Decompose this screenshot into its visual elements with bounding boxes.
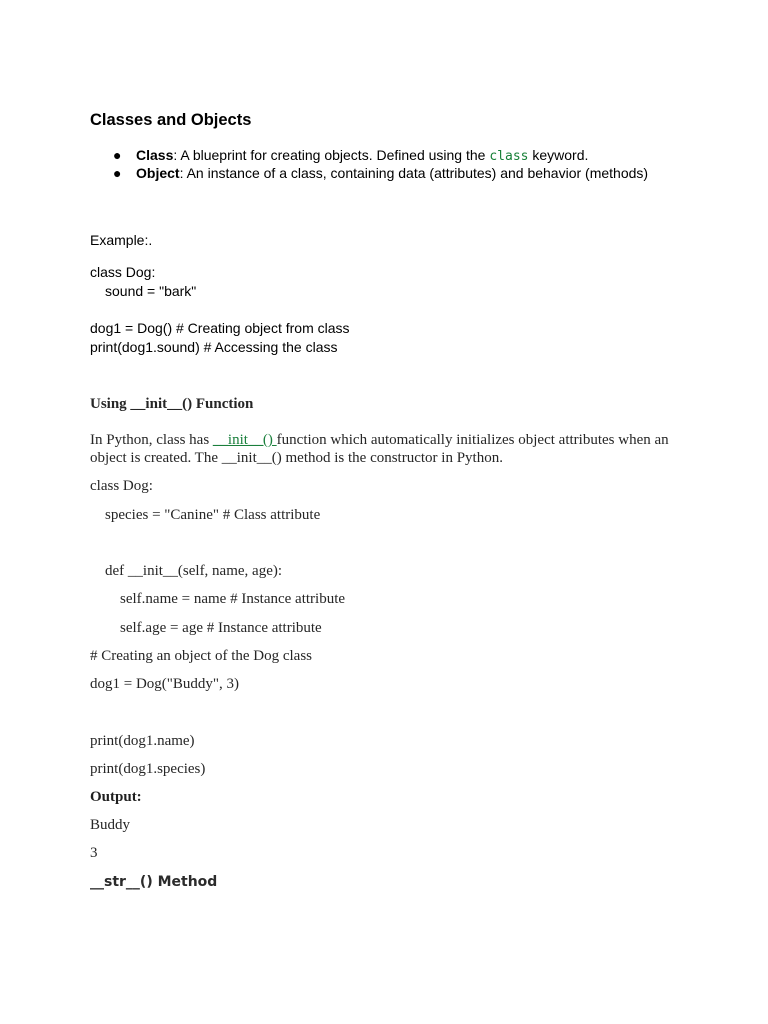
code-line: print(dog1.name) [90,733,195,749]
code-line: dog1 = Dog("Buddy", 3) [90,676,240,692]
example-label: Example:. [90,232,153,248]
paragraph-line: In Python, class has __init__() function which automatically initializes object attributes when an [90,432,669,448]
definition-text: : An instance of a class, containing data (attributes) and behavior (methods) [179,165,649,181]
code-line: class Dog: [90,264,156,280]
code-line: class Dog: [90,478,153,494]
term: Class [136,147,174,163]
definition-list [90,147,690,183]
section-heading: __str__() Method [90,874,218,890]
bullet-icon: ● [113,147,122,163]
paragraph-line: object is created. The __init__() method is the constructor in Python. [90,450,503,466]
list-item [90,147,690,165]
code-line: species = "Canine" # Class attribute [105,507,321,523]
section-heading: Using __init__() Function [90,396,254,412]
code-line: print(dog1.species) [90,761,206,777]
output-line: Buddy [90,817,131,833]
list-item [90,165,690,183]
inline-code: class [489,149,529,164]
code-line: print(dog1.sound) # Accessing the class [90,339,338,355]
code-line: self.name = name # Instance attribute [120,591,346,607]
definition-text-end: keyword. [528,147,589,163]
code-line: sound = "bark" [105,283,197,299]
code-line: # Creating an object of the Dog class [90,648,313,664]
bullet-icon: ● [113,165,122,181]
code-line: self.age = age # Instance attribute [120,620,322,636]
term: Object [136,165,180,181]
output-line: 3 [90,845,98,861]
init-link[interactable]: __init__() [212,432,277,448]
output-label: Output: [90,789,142,805]
definition-text: : A blueprint for creating objects. Defined using the [173,147,490,163]
code-line: def __init__(self, name, age): [105,563,283,579]
code-line: dog1 = Dog() # Creating object from class [90,320,350,336]
page-title: Classes and Objects [90,111,252,129]
